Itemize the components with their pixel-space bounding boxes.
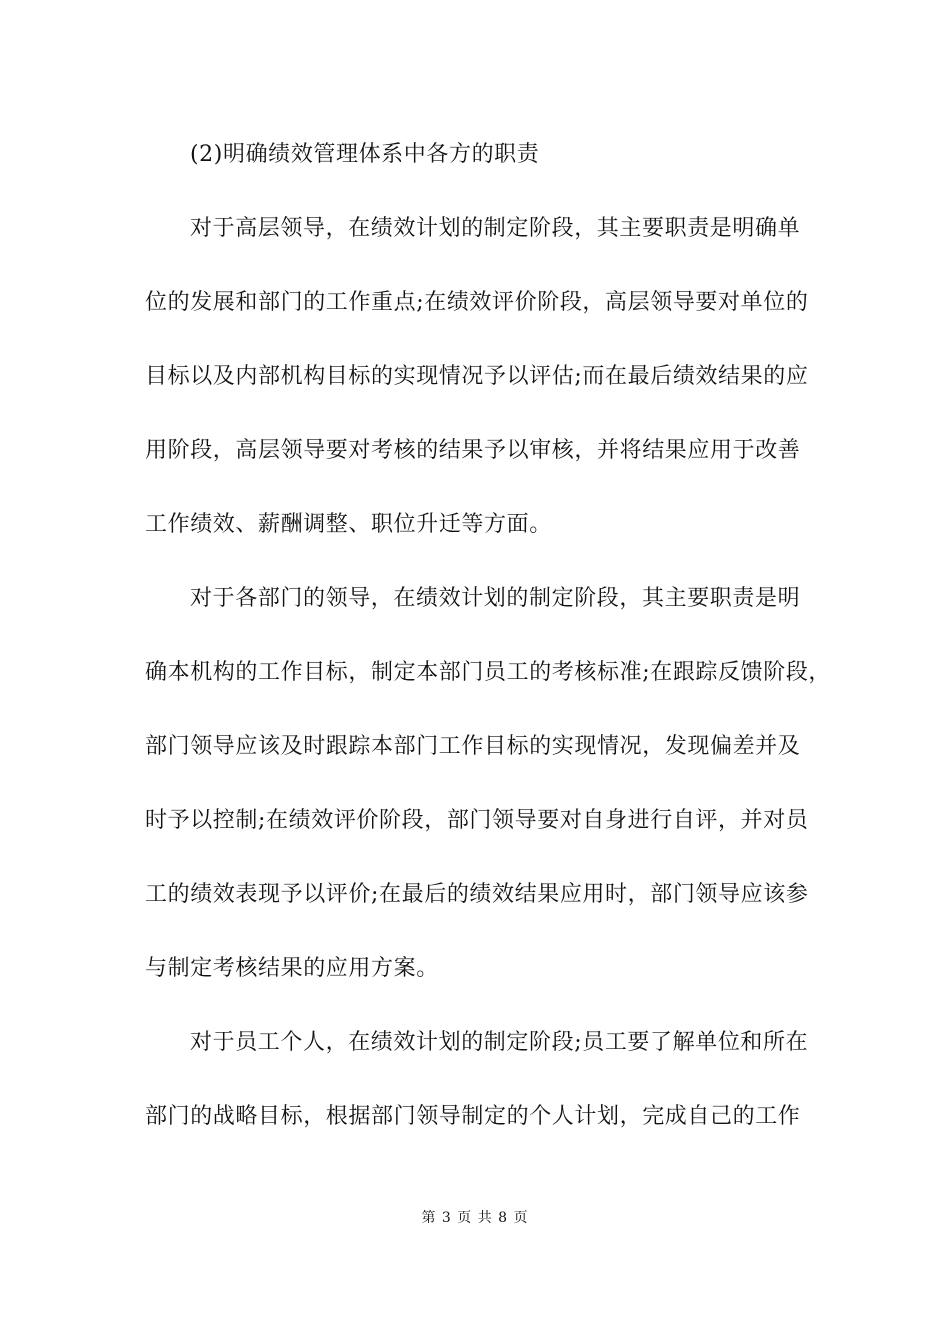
paragraph-line: 与制定考核结果的应用方案。 bbox=[145, 956, 439, 981]
paragraph-line: 对于各部门的领导，在绩效计划的制定阶段，其主要职责是明 bbox=[190, 586, 801, 611]
paragraph-line: 确本机构的工作目标，制定本部门员工的考核标准;在跟踪反馈阶段， bbox=[145, 660, 832, 685]
paragraph-line: 目标以及内部机构目标的实现情况予以评估;而在最后绩效结果的应 bbox=[145, 364, 809, 389]
paragraph-line: 部门领导应该及时跟踪本部门工作目标的实现情况，发现偏差并及 bbox=[145, 734, 801, 759]
paragraph-line: 用阶段，高层领导要对考核的结果予以审核，并将结果应用于改善 bbox=[145, 438, 801, 463]
paragraph-line: 工的绩效表现予以评价;在最后的绩效结果应用时，部门领导应该参 bbox=[145, 882, 809, 907]
paragraph-line: 对于员工个人，在绩效计划的制定阶段;员工要了解单位和所在 bbox=[190, 1030, 809, 1055]
paragraph-line: 对于高层领导，在绩效计划的制定阶段，其主要职责是明确单 bbox=[190, 216, 801, 241]
paragraph-line: 部门的战略目标，根据部门领导制定的个人计划，完成自己的工作 bbox=[145, 1104, 801, 1129]
paragraph-line: 位的发展和部门的工作重点;在绩效评价阶段，高层领导要对单位的 bbox=[145, 290, 809, 315]
paragraph-line: 时予以控制;在绩效评价阶段，部门领导要对自身进行自评，并对员 bbox=[145, 808, 809, 833]
paragraph-line: 工作绩效、薪酬调整、职位升迁等方面。 bbox=[145, 512, 552, 537]
section-heading: (2)明确绩效管理体系中各方的职责 bbox=[190, 142, 540, 167]
page-number-footer: 第 3 页 共 8 页 bbox=[421, 1210, 529, 1226]
